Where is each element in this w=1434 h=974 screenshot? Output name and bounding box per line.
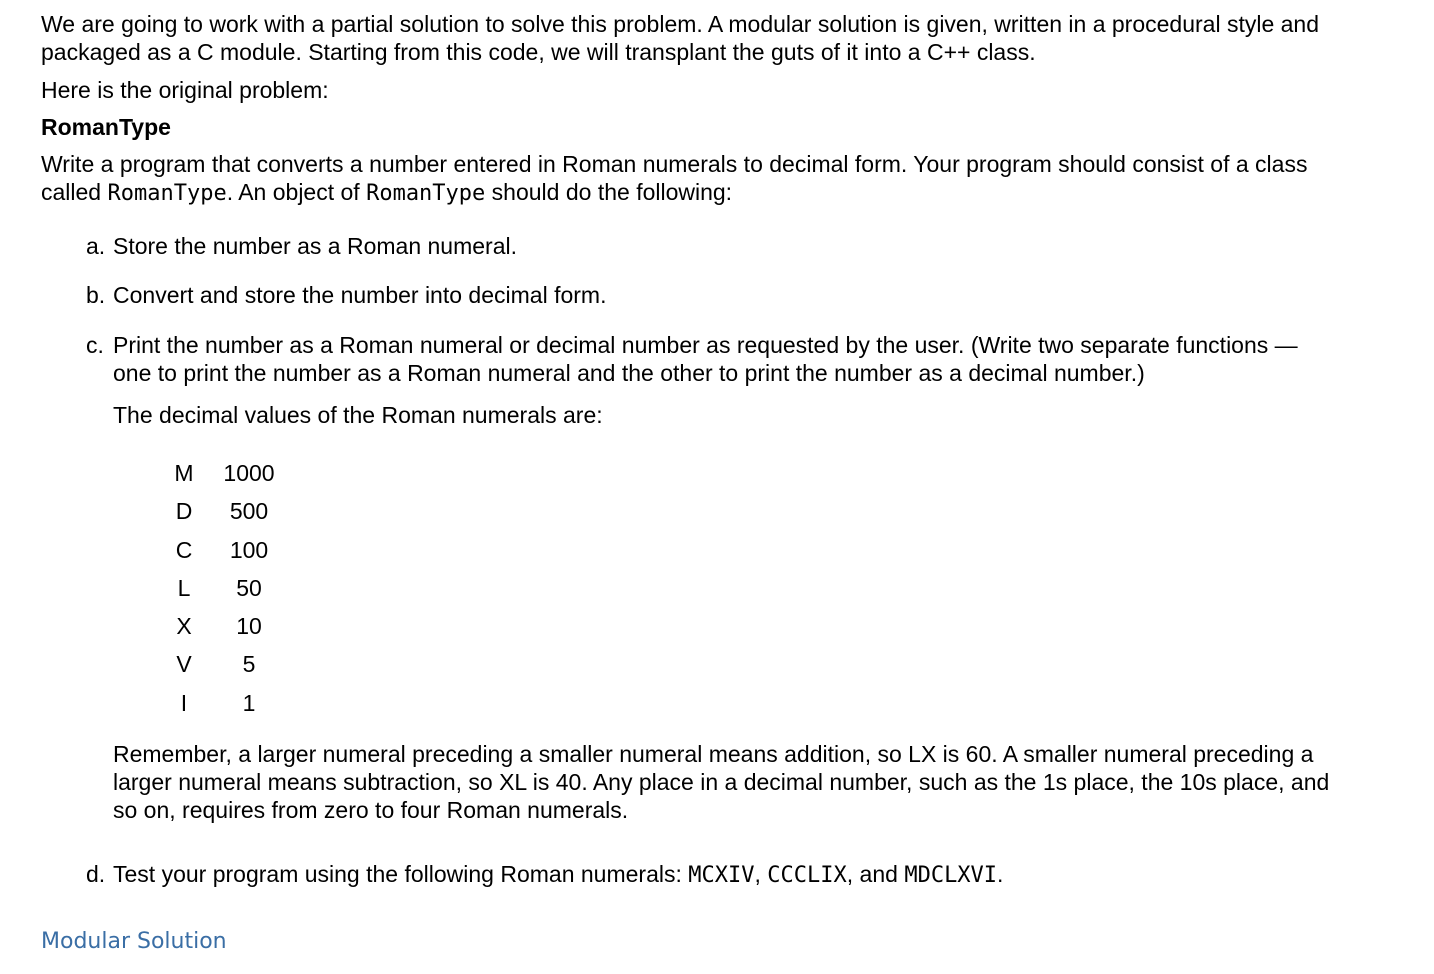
table-row — [171, 574, 291, 612]
table-row — [171, 689, 291, 727]
list-item-d — [41, 860, 1331, 890]
separator: , — [754, 861, 768, 888]
task-text-2: . An object of — [226, 179, 367, 205]
document-body — [41, 10, 1331, 956]
numeral-value: 500 — [229, 498, 269, 525]
list-item-b — [41, 281, 1331, 309]
decimal-values-intro: The decimal values of the Roman numerals are: — [113, 402, 603, 428]
list-marker: c. — [86, 332, 104, 358]
roman-code-2: CCCLIX — [767, 863, 847, 889]
numeral-value: 50 — [236, 574, 262, 601]
modular-solution-link[interactable]: Modular Solution — [41, 929, 227, 955]
task-text-1: Write a program that converts a number entered in Roman numerals to decimal form. Your program should consist of a class called — [41, 151, 1308, 205]
original-problem-label: Here is the original problem: — [41, 77, 329, 103]
class-name-code: RomanType — [107, 181, 227, 206]
numeral-value: 100 — [229, 536, 269, 563]
roman-code-3: MDCLXVI — [904, 863, 998, 889]
list-item-text: Test your program using the following Roman numerals: — [113, 861, 689, 888]
numeral-letter: D — [175, 498, 193, 525]
numeral-letter: V — [176, 651, 192, 678]
table-row — [171, 650, 291, 688]
table-row — [171, 497, 291, 535]
list-item-a — [41, 232, 1331, 260]
numeral-letter: L — [177, 574, 191, 601]
task-description — [41, 150, 1331, 208]
intro-paragraph: We are going to work with a partial solution to solve this problem. A modular solution is given, written in a procedural style and packaged as a C module. Starting from this code, we will transplant the guts of it into a C++ class. — [41, 11, 1320, 65]
table-row — [171, 459, 291, 497]
numeral-value: 10 — [236, 613, 262, 640]
list-marker: a. — [86, 233, 106, 259]
class-name-code-2: RomanType — [366, 181, 486, 206]
numeral-value: 1000 — [223, 460, 275, 486]
table-row — [171, 612, 291, 650]
remember-paragraph: Remember, a larger numeral preceding a smaller numeral means addition, so LX is 60. A smaller numeral preceding a larger numeral means subtraction, so XL is 40. Any place in a decimal number, such as the 1s place, the 10s place, and so on, requires from zero to four Roman numerals. — [113, 741, 1330, 824]
numeral-letter: M — [174, 460, 194, 486]
numeral-letter: I — [180, 689, 188, 716]
numeral-letter: X — [176, 613, 192, 640]
period: . — [997, 861, 1004, 888]
separator: , and — [846, 861, 905, 888]
roman-numeral-table — [171, 459, 291, 727]
problem-heading: RomanType — [41, 114, 171, 140]
task-text-3: should do the following: — [485, 179, 733, 205]
numeral-value: 1 — [242, 689, 256, 716]
roman-code-1: MCXIV — [688, 863, 755, 889]
list-item-text: Store the number as a Roman numeral. — [113, 233, 517, 259]
list-marker: d. — [86, 861, 106, 888]
list-item-text: Convert and store the number into decimal form. — [113, 282, 607, 308]
list-item-text: Print the number as a Roman numeral or decimal number as requested by the user. (Write two separate functions —one to print the number as a Roman numeral and the other to print the number as a decimal number.) — [113, 332, 1298, 386]
table-row — [171, 536, 291, 574]
list-item-c — [41, 331, 1331, 387]
list-marker: b. — [86, 282, 106, 308]
numeral-value: 5 — [242, 651, 256, 678]
numeral-letter: C — [175, 536, 193, 563]
